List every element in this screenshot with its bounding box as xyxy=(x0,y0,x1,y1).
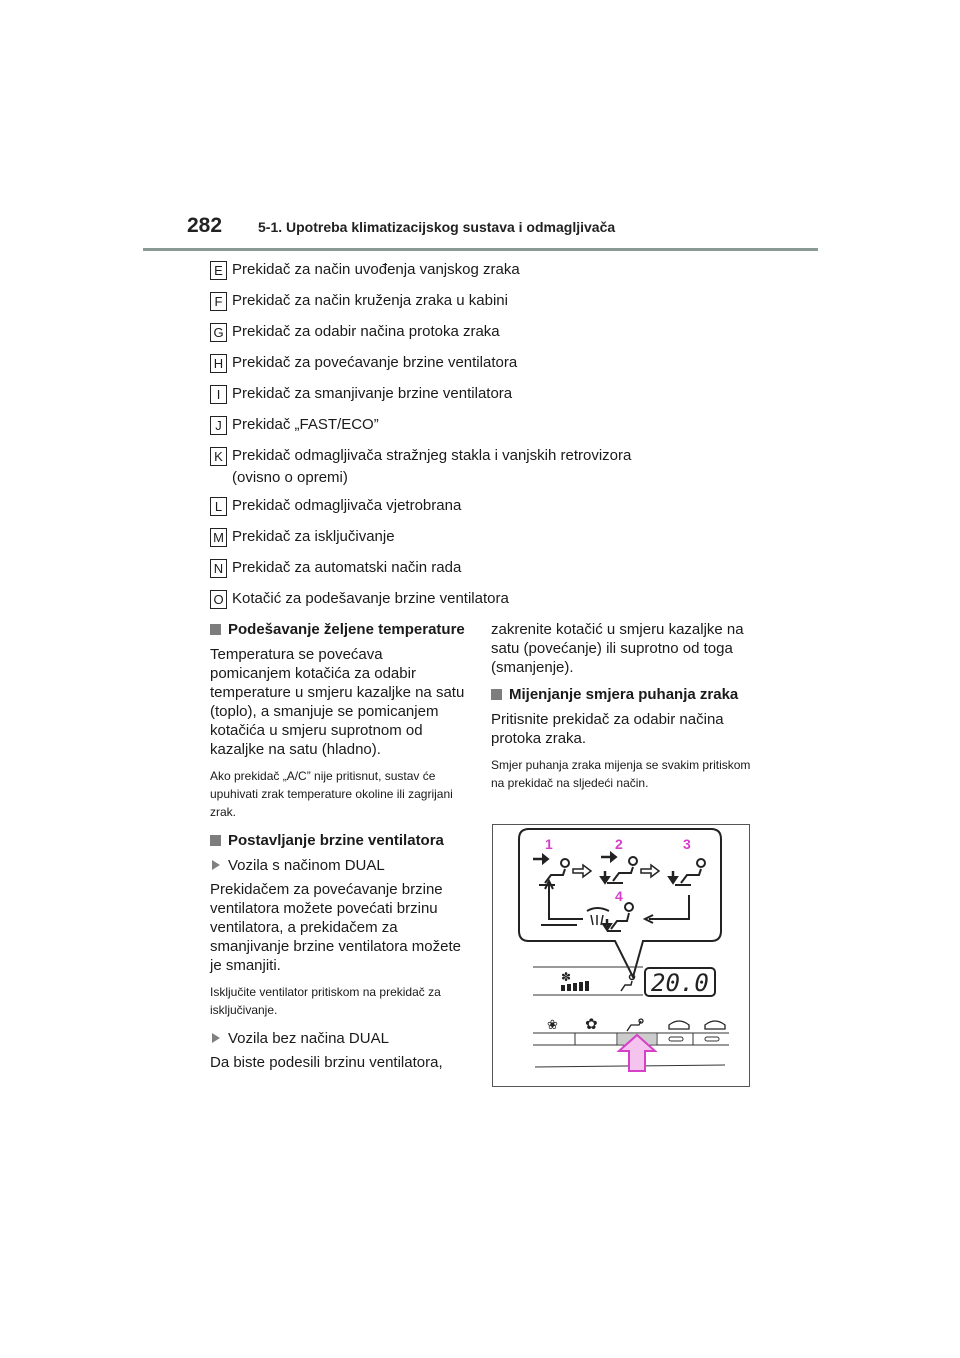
note: Smjer puhanja zraka mijenja se svakim pritiskom na prekidač na sljedeći način. xyxy=(491,758,751,790)
legend-item xyxy=(210,494,770,525)
sub-heading: Vozila bez načina DUAL xyxy=(210,1029,465,1048)
section-heading-temperature: Podešavanje željene temperature xyxy=(210,620,465,639)
paragraph: Temperatura se povećava pomicanjem kotačića za odabir temperature u smjeru kazaljke na satu (toplo), a smanjuje se pomicanjem kotačića u smjeru suprotnom od kazaljke na satu (hladno). xyxy=(210,646,465,758)
legend-item xyxy=(210,444,770,494)
legend-key: H xyxy=(210,354,227,373)
button-row-icons xyxy=(547,1015,725,1033)
chapter-title: 5-1. Upotreba klimatizacijskog sustava i odmagljivača xyxy=(258,219,616,235)
legend-item xyxy=(210,382,770,413)
svg-text:✿: ✿ xyxy=(585,1015,598,1033)
paragraph: zakrenite kotačić u smjeru kazaljke na satu (povećanje) ili suprotno od toga (smanjenje). xyxy=(491,621,744,676)
legend-key: K xyxy=(210,447,227,466)
legend-key: G xyxy=(210,323,227,342)
indicator-lamp xyxy=(705,1037,719,1041)
note: Ako prekidač „A/C” nije pritisnut, sustav će upuhivati zrak temperature okoline ili zagrijani zrak. xyxy=(210,769,453,819)
temperature-readout: 20.0 xyxy=(651,969,709,997)
step-number: 1 xyxy=(545,836,553,852)
page-number: 282 xyxy=(187,214,223,237)
legend-text: Prekidač odmagljivača vjetrobrana xyxy=(232,497,462,514)
triangle-bullet-icon xyxy=(212,860,220,870)
legend-text-line2: (ovisno o opremi) xyxy=(232,469,348,486)
legend-text: Prekidač za način kruženja zraka u kabini xyxy=(232,292,508,309)
step-number: 4 xyxy=(615,888,623,904)
right-column xyxy=(491,620,751,802)
note: Isključite ventilator pritiskom na prekidač za isključivanje. xyxy=(210,985,441,1017)
legend-text: Prekidač za isključivanje xyxy=(232,528,395,545)
legend-key: O xyxy=(210,590,227,609)
legend-text: Prekidač za odabir načina protoka zraka xyxy=(232,323,500,340)
paragraph: Da biste podesili brzinu ventilatora, xyxy=(210,1054,443,1071)
switch-legend xyxy=(210,258,770,618)
square-bullet-icon xyxy=(210,835,221,846)
left-column xyxy=(210,620,465,1080)
legend-text: Prekidač za automatski način rada xyxy=(232,559,462,576)
legend-text xyxy=(232,445,631,489)
legend-text: Prekidač za način uvođenja vanjskog zraka xyxy=(232,261,520,278)
legend-text: Kotačić za podešavanje brzine ventilatora xyxy=(232,590,509,607)
legend-item xyxy=(210,587,770,618)
triangle-bullet-icon xyxy=(212,1033,220,1043)
legend-item xyxy=(210,351,770,382)
paragraph: Prekidačem za povećavanje brzine ventilatora možete povećati brzinu ventilatora, a prekidačem za smanjivanje brzine ventilatora možete je smanjiti. xyxy=(210,881,461,974)
legend-item xyxy=(210,320,770,351)
legend-key: M xyxy=(210,528,227,547)
paragraph: Pritisnite prekidač za odabir načina protoka zraka. xyxy=(491,711,724,747)
airflow-mode-illustration xyxy=(493,825,749,1086)
legend-text: Prekidač za povećavanje brzine ventilatora xyxy=(232,354,518,371)
page-header xyxy=(143,214,818,251)
sub-heading: Vozila s načinom DUAL xyxy=(210,856,465,875)
svg-text:❀: ❀ xyxy=(547,1018,558,1033)
legend-key: L xyxy=(210,497,227,516)
square-bullet-icon xyxy=(491,689,502,700)
legend-item xyxy=(210,289,770,320)
square-bullet-icon xyxy=(210,624,221,635)
legend-key: F xyxy=(210,292,227,311)
legend-key: E xyxy=(210,261,227,280)
fan-icon: ✽ xyxy=(561,970,572,984)
legend-key: N xyxy=(210,559,227,578)
section-heading-fan-speed: Postavljanje brzine ventilatora xyxy=(210,831,465,850)
legend-text: Prekidač za smanjivanje brzine ventilatora xyxy=(232,385,513,402)
step-number: 2 xyxy=(615,836,623,852)
indicator-lamp xyxy=(669,1037,683,1041)
airflow-mode-figure xyxy=(492,824,750,1087)
section-heading-airflow: Mijenjanje smjera puhanja zraka xyxy=(491,685,751,704)
legend-item xyxy=(210,258,770,289)
legend-key: J xyxy=(210,416,227,435)
legend-item xyxy=(210,413,770,444)
legend-text: Prekidač „FAST/ECO” xyxy=(232,416,379,433)
legend-key: I xyxy=(210,385,227,404)
legend-text-line1: Prekidač odmagljivača stražnjeg stakla i vanjskih retrovizora xyxy=(232,447,632,464)
legend-item xyxy=(210,556,770,587)
legend-item xyxy=(210,525,770,556)
step-number: 3 xyxy=(683,836,691,852)
